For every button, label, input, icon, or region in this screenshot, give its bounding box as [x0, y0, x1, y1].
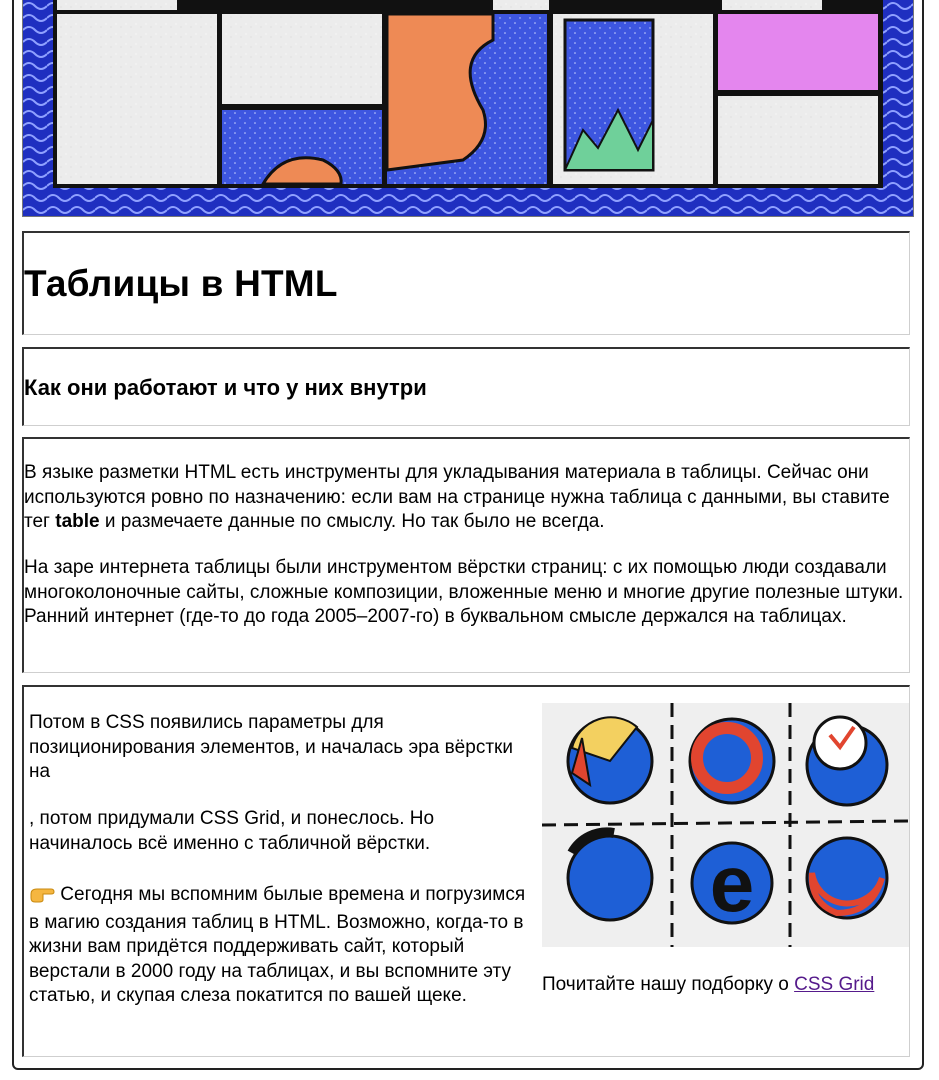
column-paragraph-2: , потом придумали CSS Grid, и понеслось. Но начиналось всё именно с табличной вёрстки. — [29, 808, 435, 854]
css-grid-link[interactable]: CSS Grid — [794, 974, 875, 995]
intro-text-after: и размечаете данные по смыслу. Но так было не всегда. — [99, 511, 605, 532]
subtitle-block — [22, 347, 910, 426]
opera-icon — [690, 719, 774, 803]
column-paragraph-1: Потом в CSS появились параметры для позиционирования элементов, и началась эра вёрстки на — [29, 712, 513, 782]
css-grid-caption — [542, 973, 902, 998]
internet-explorer-icon — [692, 839, 772, 928]
firefox-icon — [807, 838, 887, 918]
old-firefox-icon — [568, 832, 652, 920]
column-paragraph-3 — [29, 883, 529, 1009]
safari-icon — [807, 717, 887, 805]
caption-text: Почитайте нашу подборку о — [542, 974, 795, 995]
intro-text-before: В языке разметки HTML есть инструменты для укладывания материала в таблицы. Сейчас они используются ровно по назначению: если вам на странице нужна таблица с данными, вы ставите тег — [24, 462, 890, 532]
pointing-hand-icon — [29, 885, 55, 911]
two-column-block — [22, 685, 910, 1057]
table-tag-keyword: table — [55, 511, 100, 532]
intro-paragraph-1 — [24, 461, 908, 535]
title-block — [22, 231, 910, 335]
svg-text:e: e — [709, 839, 755, 928]
hero-banner-illustration — [22, 0, 914, 217]
page-title: Таблицы в HTML — [24, 263, 338, 304]
chrome-icon — [568, 717, 652, 803]
page-subtitle: Как они работают и что у них внутри — [24, 375, 427, 400]
intro-paragraph-2: На заре интернета таблицы были инструментом вёрстки страниц: с их помощью люди создавали многоколоночные сайты, сложные композиции, вложенные меню и многие другие полезные штуки. Ранний интернет (где-то до года 2005–2007-го) в буквальном смысле держался на таблицах. — [24, 557, 904, 627]
column-paragraph-3-text: Сегодня мы вспомним былые времена и погрузимся в магию создания таблиц в HTML. Возможно, когда-то в жизни вам придётся поддерживать сайт, который верстали в 2000 году на таблицах, и вы вспомните эту статью, и скупая слеза покатится по вашей щеке. — [29, 884, 526, 1006]
browsers-illustration — [542, 703, 909, 947]
intro-block — [22, 437, 910, 673]
